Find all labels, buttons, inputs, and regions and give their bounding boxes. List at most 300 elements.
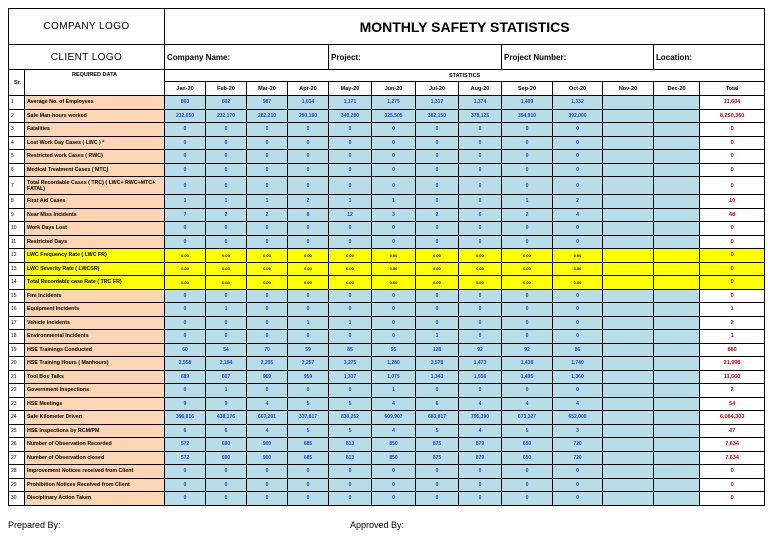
month-value-cell[interactable]: 0 bbox=[165, 177, 206, 195]
month-value-cell[interactable]: 2,205 bbox=[247, 357, 288, 371]
month-value-cell[interactable]: 0 bbox=[459, 222, 502, 236]
month-value-cell[interactable] bbox=[654, 411, 700, 425]
month-value-cell[interactable] bbox=[603, 276, 654, 290]
month-value-cell[interactable] bbox=[654, 465, 700, 479]
month-value-cell[interactable]: 59 bbox=[288, 343, 329, 357]
month-value-cell[interactable]: 5 bbox=[502, 424, 553, 438]
month-value-cell[interactable]: 4 bbox=[459, 397, 502, 411]
month-value-cell[interactable]: 4 bbox=[502, 397, 553, 411]
month-value-cell[interactable]: 0 bbox=[502, 235, 553, 249]
month-value-cell[interactable]: 0 bbox=[459, 384, 502, 398]
month-value-cell[interactable] bbox=[654, 109, 700, 123]
month-value-cell[interactable]: 0 bbox=[206, 177, 247, 195]
month-value-cell[interactable]: 667,201 bbox=[247, 411, 288, 425]
month-value-cell[interactable] bbox=[654, 136, 700, 150]
month-value-cell[interactable]: 0 bbox=[372, 492, 416, 506]
month-value-cell[interactable]: 6 bbox=[206, 424, 247, 438]
month-value-cell[interactable]: 0 bbox=[165, 492, 206, 506]
month-value-cell[interactable]: 6 bbox=[416, 397, 459, 411]
month-value-cell[interactable]: 0 bbox=[329, 222, 372, 236]
month-value-cell[interactable]: 0 bbox=[165, 222, 206, 236]
month-value-cell[interactable]: 720 bbox=[553, 438, 603, 452]
month-value-cell[interactable]: 0 bbox=[206, 330, 247, 344]
month-value-cell[interactable] bbox=[603, 492, 654, 506]
month-value-cell[interactable]: 1,337 bbox=[329, 370, 372, 384]
month-value-cell[interactable]: 2 bbox=[416, 208, 459, 222]
month-value-cell[interactable]: 86 bbox=[553, 343, 603, 357]
month-value-cell[interactable]: 900 bbox=[247, 451, 288, 465]
month-value-cell[interactable]: 969 bbox=[247, 370, 288, 384]
month-value-cell[interactable]: 0 bbox=[372, 330, 416, 344]
month-value-cell[interactable]: 4 bbox=[459, 424, 502, 438]
month-value-cell[interactable]: 0 bbox=[329, 136, 372, 150]
month-value-cell[interactable]: 0 bbox=[206, 289, 247, 303]
month-value-cell[interactable] bbox=[603, 330, 654, 344]
month-value-cell[interactable]: 0 bbox=[288, 136, 329, 150]
month-value-cell[interactable]: 0 bbox=[459, 123, 502, 137]
month-value-cell[interactable] bbox=[603, 249, 654, 263]
month-value-cell[interactable]: 1,473 bbox=[459, 357, 502, 371]
month-value-cell[interactable]: 813 bbox=[329, 451, 372, 465]
month-value-cell[interactable]: 607 bbox=[206, 370, 247, 384]
month-value-cell[interactable] bbox=[603, 109, 654, 123]
month-value-cell[interactable]: 0.00 bbox=[288, 262, 329, 276]
month-value-cell[interactable]: 1 bbox=[165, 195, 206, 209]
month-value-cell[interactable] bbox=[654, 343, 700, 357]
month-value-cell[interactable]: 0.00 bbox=[206, 249, 247, 263]
month-value-cell[interactable]: 1,280 bbox=[372, 357, 416, 371]
month-value-cell[interactable]: 0 bbox=[459, 163, 502, 177]
month-value-cell[interactable]: 0 bbox=[553, 465, 603, 479]
month-value-cell[interactable]: 0 bbox=[165, 384, 206, 398]
month-value-cell[interactable]: 0 bbox=[502, 465, 553, 479]
month-value-cell[interactable]: 0 bbox=[288, 222, 329, 236]
month-value-cell[interactable]: 0 bbox=[288, 150, 329, 164]
month-value-cell[interactable]: 0 bbox=[329, 478, 372, 492]
month-value-cell[interactable]: 1,034 bbox=[288, 96, 329, 110]
month-value-cell[interactable]: 0 bbox=[372, 316, 416, 330]
month-value-cell[interactable] bbox=[603, 262, 654, 276]
month-value-cell[interactable]: 1 bbox=[502, 195, 553, 209]
month-value-cell[interactable]: 4 bbox=[372, 397, 416, 411]
month-value-cell[interactable]: 2,194 bbox=[206, 357, 247, 371]
month-value-cell[interactable]: 0 bbox=[553, 123, 603, 137]
month-value-cell[interactable]: 0 bbox=[416, 303, 459, 317]
month-value-cell[interactable]: 232,650 bbox=[165, 109, 206, 123]
month-value-cell[interactable]: 0 bbox=[247, 465, 288, 479]
month-value-cell[interactable]: 0.00 bbox=[329, 262, 372, 276]
month-value-cell[interactable]: 0 bbox=[502, 330, 553, 344]
month-value-cell[interactable]: 850 bbox=[372, 451, 416, 465]
month-value-cell[interactable]: 0 bbox=[502, 492, 553, 506]
month-value-cell[interactable]: 850 bbox=[372, 438, 416, 452]
month-value-cell[interactable]: 0 bbox=[288, 235, 329, 249]
month-value-cell[interactable] bbox=[654, 249, 700, 263]
month-value-cell[interactable]: 5 bbox=[329, 397, 372, 411]
month-value-cell[interactable]: 0.00 bbox=[288, 276, 329, 290]
month-value-cell[interactable]: 0.00 bbox=[329, 276, 372, 290]
month-value-cell[interactable]: 802 bbox=[206, 96, 247, 110]
month-value-cell[interactable] bbox=[603, 438, 654, 452]
month-value-cell[interactable] bbox=[654, 289, 700, 303]
month-value-cell[interactable]: 0.00 bbox=[206, 262, 247, 276]
month-value-cell[interactable]: 0 bbox=[165, 316, 206, 330]
month-value-cell[interactable] bbox=[603, 208, 654, 222]
month-value-cell[interactable] bbox=[654, 208, 700, 222]
month-value-cell[interactable]: 0 bbox=[416, 289, 459, 303]
month-value-cell[interactable] bbox=[603, 384, 654, 398]
month-value-cell[interactable]: 9 bbox=[206, 397, 247, 411]
month-value-cell[interactable]: 1,740 bbox=[553, 357, 603, 371]
month-value-cell[interactable] bbox=[603, 123, 654, 137]
month-value-cell[interactable]: 0 bbox=[247, 150, 288, 164]
month-value-cell[interactable]: 396,816 bbox=[165, 411, 206, 425]
month-value-cell[interactable]: 5 bbox=[288, 397, 329, 411]
month-value-cell[interactable]: 2,558 bbox=[165, 357, 206, 371]
month-value-cell[interactable]: 0 bbox=[372, 163, 416, 177]
month-value-cell[interactable]: 0.00 bbox=[247, 262, 288, 276]
month-value-cell[interactable]: 1,360 bbox=[553, 370, 603, 384]
month-value-cell[interactable]: 0.00 bbox=[416, 262, 459, 276]
month-value-cell[interactable]: 85 bbox=[329, 343, 372, 357]
month-value-cell[interactable]: 0 bbox=[502, 222, 553, 236]
month-value-cell[interactable]: 0 bbox=[372, 478, 416, 492]
month-value-cell[interactable]: 2 bbox=[288, 195, 329, 209]
month-value-cell[interactable]: 803 bbox=[165, 96, 206, 110]
month-value-cell[interactable]: 1,495 bbox=[502, 370, 553, 384]
month-value-cell[interactable]: 1,332 bbox=[553, 96, 603, 110]
month-value-cell[interactable]: 0 bbox=[372, 222, 416, 236]
month-value-cell[interactable]: 0 bbox=[165, 136, 206, 150]
month-value-cell[interactable] bbox=[654, 492, 700, 506]
month-value-cell[interactable]: 0 bbox=[329, 492, 372, 506]
month-value-cell[interactable]: 813 bbox=[329, 438, 372, 452]
month-value-cell[interactable]: 0 bbox=[553, 150, 603, 164]
month-value-cell[interactable]: 0.00 bbox=[459, 262, 502, 276]
month-value-cell[interactable]: 0 bbox=[329, 123, 372, 137]
month-value-cell[interactable]: 0 bbox=[247, 330, 288, 344]
month-value-cell[interactable]: 0 bbox=[459, 195, 502, 209]
month-value-cell[interactable]: 4 bbox=[247, 397, 288, 411]
month-value-cell[interactable]: 0 bbox=[553, 136, 603, 150]
month-value-cell[interactable]: 1 bbox=[372, 195, 416, 209]
month-value-cell[interactable]: 0 bbox=[416, 150, 459, 164]
month-value-cell[interactable]: 0 bbox=[206, 478, 247, 492]
month-value-cell[interactable]: 1,438 bbox=[502, 357, 553, 371]
month-value-cell[interactable]: 0 bbox=[553, 492, 603, 506]
month-value-cell[interactable] bbox=[603, 136, 654, 150]
month-value-cell[interactable]: 0 bbox=[206, 163, 247, 177]
month-value-cell[interactable]: 0 bbox=[165, 330, 206, 344]
month-value-cell[interactable]: 282,210 bbox=[247, 109, 288, 123]
month-value-cell[interactable]: 0 bbox=[459, 303, 502, 317]
month-value-cell[interactable]: 689 bbox=[165, 370, 206, 384]
month-value-cell[interactable] bbox=[654, 262, 700, 276]
month-value-cell[interactable]: 0 bbox=[502, 384, 553, 398]
month-value-cell[interactable]: 0 bbox=[288, 478, 329, 492]
month-value-cell[interactable]: 0 bbox=[247, 316, 288, 330]
month-value-cell[interactable] bbox=[603, 343, 654, 357]
month-value-cell[interactable]: 0 bbox=[502, 163, 553, 177]
month-value-cell[interactable] bbox=[654, 222, 700, 236]
month-value-cell[interactable]: 0 bbox=[288, 123, 329, 137]
month-value-cell[interactable]: 0 bbox=[329, 150, 372, 164]
month-value-cell[interactable]: 0 bbox=[247, 303, 288, 317]
month-value-cell[interactable]: 0 bbox=[553, 177, 603, 195]
month-value-cell[interactable]: 232,170 bbox=[206, 109, 247, 123]
month-value-cell[interactable]: 1,275 bbox=[372, 96, 416, 110]
month-value-cell[interactable]: 0.00 bbox=[502, 276, 553, 290]
month-value-cell[interactable]: 830,252 bbox=[329, 411, 372, 425]
month-value-cell[interactable]: 325,505 bbox=[372, 109, 416, 123]
month-value-cell[interactable]: 4 bbox=[553, 397, 603, 411]
month-value-cell[interactable]: 650 bbox=[502, 451, 553, 465]
month-value-cell[interactable]: 2 bbox=[553, 195, 603, 209]
month-value-cell[interactable]: 0 bbox=[206, 492, 247, 506]
month-value-cell[interactable]: 0 bbox=[459, 177, 502, 195]
month-value-cell[interactable]: 128 bbox=[416, 343, 459, 357]
month-value-cell[interactable]: 0 bbox=[247, 177, 288, 195]
month-value-cell[interactable]: 0 bbox=[502, 177, 553, 195]
month-value-cell[interactable]: 2 bbox=[247, 208, 288, 222]
month-value-cell[interactable]: 0.00 bbox=[416, 276, 459, 290]
month-value-cell[interactable] bbox=[654, 370, 700, 384]
month-value-cell[interactable]: 9 bbox=[165, 397, 206, 411]
month-value-cell[interactable]: 0 bbox=[165, 163, 206, 177]
month-value-cell[interactable]: 3 bbox=[372, 208, 416, 222]
month-value-cell[interactable]: 0 bbox=[247, 478, 288, 492]
month-value-cell[interactable]: 0 bbox=[206, 136, 247, 150]
month-value-cell[interactable] bbox=[603, 370, 654, 384]
month-value-cell[interactable] bbox=[603, 177, 654, 195]
month-value-cell[interactable] bbox=[654, 123, 700, 137]
month-value-cell[interactable] bbox=[654, 96, 700, 110]
month-value-cell[interactable]: 0 bbox=[416, 136, 459, 150]
month-value-cell[interactable]: 0 bbox=[553, 222, 603, 236]
month-value-cell[interactable]: 0 bbox=[553, 289, 603, 303]
month-value-cell[interactable]: 0 bbox=[502, 123, 553, 137]
month-value-cell[interactable]: 0 bbox=[329, 289, 372, 303]
month-value-cell[interactable]: 1 bbox=[416, 330, 459, 344]
month-value-cell[interactable]: 0 bbox=[247, 289, 288, 303]
month-value-cell[interactable]: 0 bbox=[416, 163, 459, 177]
month-value-cell[interactable]: 0 bbox=[459, 330, 502, 344]
month-value-cell[interactable]: 0.00 bbox=[553, 276, 603, 290]
month-value-cell[interactable] bbox=[654, 276, 700, 290]
month-value-cell[interactable]: 3 bbox=[553, 424, 603, 438]
month-value-cell[interactable]: 0 bbox=[288, 492, 329, 506]
month-value-cell[interactable]: 0 bbox=[459, 150, 502, 164]
month-value-cell[interactable]: 1,075 bbox=[372, 370, 416, 384]
month-value-cell[interactable]: 0 bbox=[459, 136, 502, 150]
month-value-cell[interactable]: 60 bbox=[165, 343, 206, 357]
month-value-cell[interactable]: 685 bbox=[288, 451, 329, 465]
month-value-cell[interactable]: 0 bbox=[502, 289, 553, 303]
month-value-cell[interactable]: 92 bbox=[502, 343, 553, 357]
month-value-cell[interactable]: 0 bbox=[502, 303, 553, 317]
month-value-cell[interactable] bbox=[654, 303, 700, 317]
month-value-cell[interactable]: 392,000 bbox=[553, 109, 603, 123]
month-value-cell[interactable]: 1 bbox=[206, 303, 247, 317]
month-value-cell[interactable] bbox=[603, 316, 654, 330]
month-value-cell[interactable] bbox=[654, 478, 700, 492]
month-value-cell[interactable]: 0 bbox=[288, 330, 329, 344]
month-value-cell[interactable]: 54 bbox=[206, 343, 247, 357]
month-value-cell[interactable]: 685 bbox=[288, 438, 329, 452]
month-value-cell[interactable]: 0 bbox=[416, 492, 459, 506]
month-value-cell[interactable]: 0 bbox=[247, 163, 288, 177]
month-value-cell[interactable] bbox=[654, 177, 700, 195]
month-value-cell[interactable]: 0 bbox=[165, 303, 206, 317]
month-value-cell[interactable]: 0 bbox=[206, 235, 247, 249]
month-value-cell[interactable]: 0 bbox=[553, 235, 603, 249]
month-value-cell[interactable]: 572 bbox=[165, 451, 206, 465]
month-value-cell[interactable] bbox=[603, 195, 654, 209]
month-value-cell[interactable]: 5 bbox=[288, 424, 329, 438]
month-value-cell[interactable]: 1,317 bbox=[416, 96, 459, 110]
month-value-cell[interactable]: 0.00 bbox=[502, 249, 553, 263]
month-value-cell[interactable]: 0.00 bbox=[206, 276, 247, 290]
month-value-cell[interactable] bbox=[603, 357, 654, 371]
month-value-cell[interactable]: 1,374 bbox=[459, 96, 502, 110]
month-value-cell[interactable]: 0 bbox=[502, 150, 553, 164]
month-value-cell[interactable]: 0 bbox=[416, 123, 459, 137]
month-value-cell[interactable]: 4 bbox=[553, 208, 603, 222]
month-value-cell[interactable]: 0 bbox=[247, 123, 288, 137]
month-value-cell[interactable]: 394,910 bbox=[502, 109, 553, 123]
month-value-cell[interactable]: 1 bbox=[288, 316, 329, 330]
month-value-cell[interactable]: 0 bbox=[372, 123, 416, 137]
month-value-cell[interactable]: 0 bbox=[372, 150, 416, 164]
month-value-cell[interactable]: 0 bbox=[329, 235, 372, 249]
month-value-cell[interactable]: 0 bbox=[329, 177, 372, 195]
month-value-cell[interactable]: 0 bbox=[206, 150, 247, 164]
month-value-cell[interactable]: 0 bbox=[165, 235, 206, 249]
month-value-cell[interactable]: 0 bbox=[165, 289, 206, 303]
month-value-cell[interactable]: 4 bbox=[247, 424, 288, 438]
month-value-cell[interactable]: 690 bbox=[206, 438, 247, 452]
month-value-cell[interactable]: 0 bbox=[553, 163, 603, 177]
month-value-cell[interactable]: 0 bbox=[459, 235, 502, 249]
month-value-cell[interactable]: 0 bbox=[288, 465, 329, 479]
month-value-cell[interactable]: 0.00 bbox=[372, 276, 416, 290]
month-value-cell[interactable]: 875 bbox=[416, 451, 459, 465]
month-value-cell[interactable]: 1,171 bbox=[329, 96, 372, 110]
month-value-cell[interactable] bbox=[654, 384, 700, 398]
month-value-cell[interactable]: 875 bbox=[416, 438, 459, 452]
month-value-cell[interactable]: 1,556 bbox=[459, 370, 502, 384]
month-value-cell[interactable] bbox=[654, 357, 700, 371]
month-value-cell[interactable]: 4 bbox=[372, 424, 416, 438]
month-value-cell[interactable]: 652,000 bbox=[553, 411, 603, 425]
month-value-cell[interactable]: 0 bbox=[502, 136, 553, 150]
month-value-cell[interactable]: 0 bbox=[553, 330, 603, 344]
month-value-cell[interactable] bbox=[603, 397, 654, 411]
month-value-cell[interactable] bbox=[603, 411, 654, 425]
month-value-cell[interactable]: 0.00 bbox=[165, 262, 206, 276]
month-value-cell[interactable]: 1,343 bbox=[416, 370, 459, 384]
month-value-cell[interactable]: 0 bbox=[553, 384, 603, 398]
month-value-cell[interactable]: 0 bbox=[553, 478, 603, 492]
month-value-cell[interactable]: 0 bbox=[165, 465, 206, 479]
month-value-cell[interactable]: 0.00 bbox=[372, 262, 416, 276]
month-value-cell[interactable]: 0 bbox=[416, 235, 459, 249]
month-value-cell[interactable] bbox=[654, 451, 700, 465]
month-value-cell[interactable] bbox=[654, 195, 700, 209]
month-value-cell[interactable]: 0 bbox=[416, 316, 459, 330]
month-value-cell[interactable]: 0 bbox=[206, 222, 247, 236]
month-value-cell[interactable]: 0 bbox=[416, 195, 459, 209]
month-value-cell[interactable] bbox=[654, 235, 700, 249]
month-value-cell[interactable]: 1 bbox=[329, 316, 372, 330]
month-value-cell[interactable]: 5 bbox=[329, 424, 372, 438]
month-value-cell[interactable]: 0 bbox=[247, 235, 288, 249]
month-value-cell[interactable]: 0 bbox=[372, 289, 416, 303]
month-value-cell[interactable]: 683,817 bbox=[416, 411, 459, 425]
month-value-cell[interactable]: 0 bbox=[329, 465, 372, 479]
month-value-cell[interactable]: 673,327 bbox=[502, 411, 553, 425]
month-value-cell[interactable]: 0 bbox=[206, 465, 247, 479]
month-value-cell[interactable]: 8 bbox=[288, 208, 329, 222]
month-value-cell[interactable]: 0.00 bbox=[165, 249, 206, 263]
month-value-cell[interactable]: 92 bbox=[459, 343, 502, 357]
month-value-cell[interactable]: 0.00 bbox=[502, 262, 553, 276]
month-value-cell[interactable]: 0.00 bbox=[247, 276, 288, 290]
month-value-cell[interactable]: 0 bbox=[288, 303, 329, 317]
month-value-cell[interactable]: 0 bbox=[288, 289, 329, 303]
month-value-cell[interactable]: 1 bbox=[206, 195, 247, 209]
month-value-cell[interactable]: 6 bbox=[165, 424, 206, 438]
month-value-cell[interactable]: 0.00 bbox=[459, 276, 502, 290]
month-value-cell[interactable]: 0 bbox=[416, 384, 459, 398]
month-value-cell[interactable]: 690 bbox=[206, 451, 247, 465]
month-value-cell[interactable]: 0 bbox=[206, 316, 247, 330]
month-value-cell[interactable]: 0 bbox=[329, 163, 372, 177]
month-value-cell[interactable]: 0.00 bbox=[416, 249, 459, 263]
month-value-cell[interactable]: 438,176 bbox=[206, 411, 247, 425]
month-value-cell[interactable]: 0.00 bbox=[288, 249, 329, 263]
month-value-cell[interactable]: 0 bbox=[165, 150, 206, 164]
month-value-cell[interactable] bbox=[603, 163, 654, 177]
month-value-cell[interactable]: 0 bbox=[329, 330, 372, 344]
month-value-cell[interactable]: 1 bbox=[372, 384, 416, 398]
month-value-cell[interactable]: 0 bbox=[459, 465, 502, 479]
month-value-cell[interactable]: 337,817 bbox=[288, 411, 329, 425]
month-value-cell[interactable]: 2 bbox=[502, 208, 553, 222]
month-value-cell[interactable]: 5 bbox=[416, 424, 459, 438]
month-value-cell[interactable]: 1 bbox=[329, 195, 372, 209]
month-value-cell[interactable]: 609,907 bbox=[372, 411, 416, 425]
month-value-cell[interactable]: 0.00 bbox=[247, 249, 288, 263]
month-value-cell[interactable]: 0 bbox=[247, 384, 288, 398]
month-value-cell[interactable]: 0 bbox=[416, 222, 459, 236]
month-value-cell[interactable]: 0 bbox=[553, 316, 603, 330]
month-value-cell[interactable] bbox=[654, 330, 700, 344]
month-value-cell[interactable]: 0 bbox=[459, 492, 502, 506]
month-value-cell[interactable]: 0 bbox=[288, 163, 329, 177]
month-value-cell[interactable] bbox=[603, 478, 654, 492]
month-value-cell[interactable]: 0 bbox=[165, 123, 206, 137]
month-value-cell[interactable]: 1,409 bbox=[502, 96, 553, 110]
month-value-cell[interactable] bbox=[654, 163, 700, 177]
month-value-cell[interactable]: 7 bbox=[165, 208, 206, 222]
month-value-cell[interactable] bbox=[603, 235, 654, 249]
month-value-cell[interactable] bbox=[603, 96, 654, 110]
month-value-cell[interactable] bbox=[654, 316, 700, 330]
month-value-cell[interactable]: 0 bbox=[372, 177, 416, 195]
month-value-cell[interactable]: 3,578 bbox=[416, 357, 459, 371]
month-value-cell[interactable]: 720 bbox=[553, 451, 603, 465]
